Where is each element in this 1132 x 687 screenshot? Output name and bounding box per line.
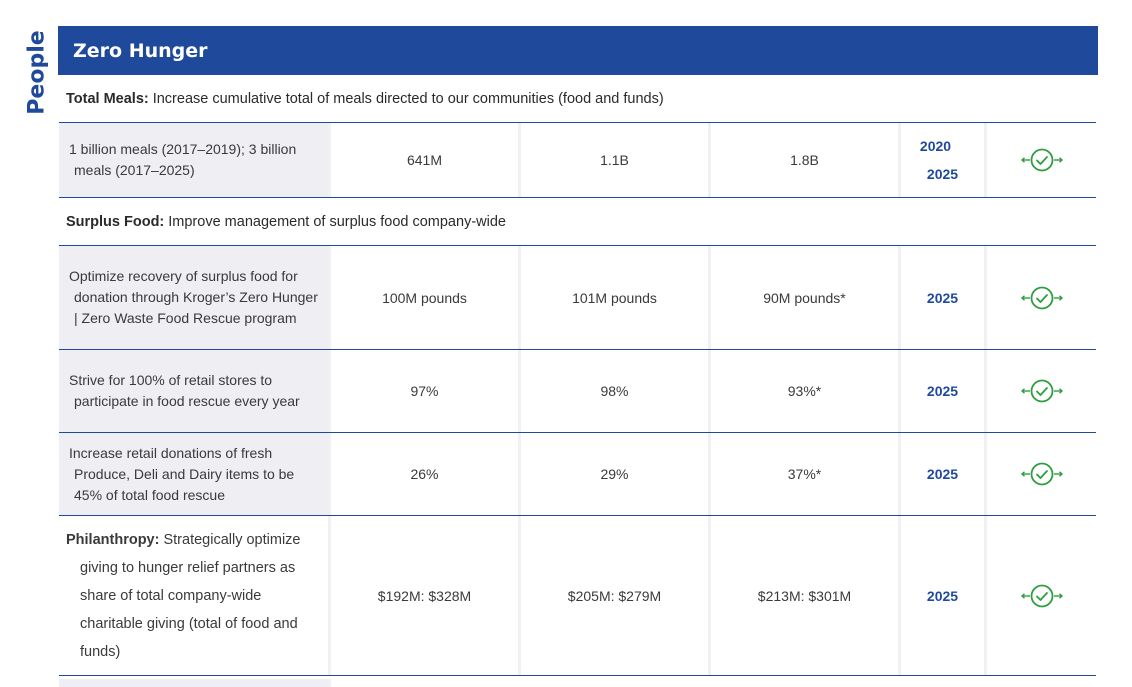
total-meals-description: Increase cumulative total of meals directed to our communities (food and funds) [152,90,664,107]
table-row [59,516,1096,676]
goal-cell: Optimize recovery of surplus food for donation through Kroger’s Zero Hunger | Zero Waste Food Rescue program [59,246,328,349]
next-row-peek [59,679,1096,687]
value-2021: 93%* [708,350,898,432]
on-track-check-icon [1020,584,1064,608]
on-track-check-icon [1020,379,1064,403]
table-row [59,246,1096,350]
value-2020: 1.1B [518,123,708,197]
on-track-check-icon [1020,286,1064,310]
philanthropy-goal-cell [59,516,328,675]
value-2020: 29% [518,433,708,515]
surplus-food-description: Improve management of surplus food company-wide [168,213,506,230]
target-year [898,123,984,197]
value-2019: 97% [328,350,518,432]
goal-cell: 1 billion meals (2017–2019); 3 billion meals (2017–2025) [59,123,328,197]
goal-cell: Strive for 100% of retail stores to participate in food rescue every year [59,350,328,432]
value-2019: 100M pounds [328,246,518,349]
value-2021: 37%* [708,433,898,515]
goal-cell: Increase retail donations of fresh Produce, Deli and Dairy items to be 45% of total food rescue [59,433,328,515]
table-row [59,123,1096,198]
value-2019: 641M [328,123,518,197]
value-2020: $205M: $279M [518,516,708,675]
status-cell [984,433,1096,515]
goals-table [59,75,1096,676]
status-cell [984,516,1096,675]
on-track-check-icon [1020,148,1064,172]
section-header [58,26,1098,75]
table-row [59,350,1096,433]
total-meals-title: Total Meals: [66,90,149,107]
table-row [59,433,1096,516]
status-cell [984,350,1096,432]
value-2021: $213M: $301M [708,516,898,675]
value-2020: 98% [518,350,708,432]
target-year: 2025 [898,350,984,432]
philanthropy-description: Strategically optimize giving to hunger relief partners as share of total company-wide charitable giving (total of food and funds) [80,531,301,660]
value-2020: 101M pounds [518,246,708,349]
status-cell [984,246,1096,349]
value-2019: 26% [328,433,518,515]
value-2021: 90M pounds* [708,246,898,349]
target-year-a: 2020 [919,138,952,154]
side-label-text: People [24,29,50,115]
value-2019: $192M: $328M [328,516,518,675]
philanthropy-title: Philanthropy: [66,531,160,548]
side-label [22,26,52,118]
target-year: 2025 [898,516,984,675]
target-year: 2025 [898,246,984,349]
total-meals-header [59,75,1096,123]
status-cell [984,123,1096,197]
section-title: Zero Hunger [73,39,208,62]
on-track-check-icon [1020,462,1064,486]
target-year: 2025 [898,433,984,515]
surplus-food-title: Surplus Food: [66,213,165,230]
target-year-b: 2025 [926,166,959,182]
surplus-food-header [59,198,1096,246]
value-2021: 1.8B [708,123,898,197]
